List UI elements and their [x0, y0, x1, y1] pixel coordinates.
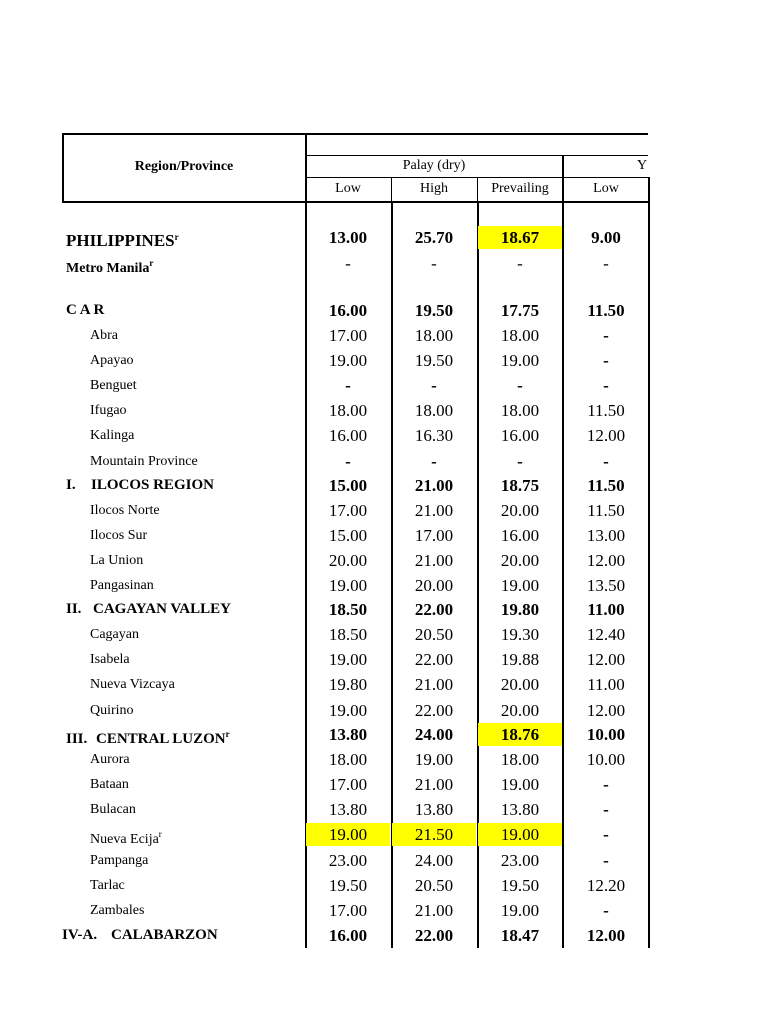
region-number: IV-A.	[62, 927, 98, 943]
high-value: 21.00	[414, 901, 454, 920]
low-value: 15.00	[328, 526, 368, 545]
row-label: Apayao	[90, 353, 134, 368]
low-value: 19.00	[328, 576, 368, 595]
table-row-philippines	[0, 225, 768, 250]
prevailing-value: 18.00	[500, 326, 540, 345]
low-value: 16.00	[328, 426, 368, 445]
low-value: -	[345, 452, 351, 471]
low2-value: -	[603, 901, 609, 920]
low2-value: -	[603, 326, 609, 345]
header-bottom-border	[62, 201, 648, 203]
low2-value: 12.20	[586, 876, 626, 895]
low2-value: -	[603, 351, 609, 370]
high-value: -	[431, 376, 437, 395]
row-label: Aurora	[90, 752, 130, 767]
row-label: Bataan	[90, 777, 129, 792]
region-number: II.	[66, 601, 82, 617]
row-label: Pangasinan	[90, 578, 154, 593]
low-value: 19.50	[328, 876, 368, 895]
low-value: -	[345, 376, 351, 395]
table-row-abra	[0, 323, 768, 348]
low2-value: 10.00	[586, 725, 626, 744]
high-value: 21.00	[414, 675, 454, 694]
row-label	[66, 722, 230, 747]
table-row-benguet	[0, 373, 768, 398]
prevailing-value: 19.50	[500, 876, 540, 895]
prevailing-value: 19.00	[500, 901, 540, 920]
row-label: C A R	[66, 302, 105, 318]
prevailing-value: 13.80	[500, 800, 540, 819]
row-label: Nueva Vizcaya	[90, 677, 175, 692]
table-row-car	[0, 298, 768, 323]
row-label	[66, 225, 179, 250]
region-column-header: Region/Province	[134, 159, 234, 174]
high-value: 19.50	[414, 351, 454, 370]
low2-value: 11.50	[587, 476, 625, 495]
low-value: 19.00	[306, 823, 390, 846]
high-column-header: High	[420, 181, 448, 196]
low-value: 17.00	[328, 501, 368, 520]
row-label: Ilocos Norte	[90, 503, 160, 518]
palay-dry-group-header: Palay (dry)	[402, 158, 466, 173]
row-label: Mountain Province	[90, 454, 198, 469]
prevailing-value: -	[517, 452, 523, 471]
high-value: 21.00	[414, 551, 454, 570]
low-value: 16.00	[328, 301, 368, 320]
table-row-kalinga	[0, 423, 768, 448]
table-row-bulacan	[0, 797, 768, 822]
low-value: 17.00	[328, 901, 368, 920]
table-row-metro-manila	[0, 251, 768, 276]
table-row-central-luzon	[0, 722, 768, 747]
low2-value: -	[603, 825, 609, 844]
low2-value: 10.00	[586, 750, 626, 769]
prevailing-value: 18.75	[500, 476, 540, 495]
prevailing-value: 18.00	[500, 401, 540, 420]
low2-value: 11.50	[587, 501, 625, 520]
high-value: 24.00	[414, 851, 454, 870]
low-value: 19.00	[328, 351, 368, 370]
revised-marker: r	[158, 829, 162, 839]
row-label: Bulacan	[90, 802, 136, 817]
prevailing-value: 16.00	[500, 426, 540, 445]
high-value: 22.00	[414, 650, 454, 669]
low-value: 13.80	[328, 800, 368, 819]
prevailing-value: 20.00	[500, 551, 540, 570]
group-header-border	[306, 155, 648, 156]
low-value: 23.00	[328, 851, 368, 870]
table-row-cagayan-valley	[0, 597, 768, 622]
table-row-tarlac	[0, 873, 768, 898]
prevailing-value: 18.00	[500, 750, 540, 769]
prevailing-value: 19.00	[478, 823, 562, 846]
high-value: 20.50	[414, 876, 454, 895]
high-value: 18.00	[414, 326, 454, 345]
low-value: 18.00	[328, 750, 368, 769]
row-label: Abra	[90, 328, 118, 343]
low2-value: 12.00	[586, 650, 626, 669]
table-row-nueva-ecija	[0, 822, 768, 847]
row-label-text: Metro Manila	[66, 261, 150, 276]
row-label: Cagayan	[90, 627, 139, 642]
table-row-apayao	[0, 348, 768, 373]
low2-value: 12.00	[586, 701, 626, 720]
prevailing-value: 20.00	[500, 675, 540, 694]
low-value: -	[345, 254, 351, 273]
high-value: 21.00	[414, 476, 454, 495]
low2-value: 12.40	[586, 625, 626, 644]
table-row-zambales	[0, 898, 768, 923]
revised-marker: r	[149, 258, 154, 268]
prevailing-value: 20.00	[500, 701, 540, 720]
high-value: -	[431, 254, 437, 273]
high-value: 19.50	[414, 301, 454, 320]
low2-value: 12.00	[586, 926, 626, 945]
low-column-header: Low	[335, 181, 361, 196]
table-row-aurora	[0, 747, 768, 772]
row-label: Kalinga	[90, 428, 135, 443]
prevailing-value: 16.00	[500, 526, 540, 545]
high-value: 21.00	[414, 775, 454, 794]
low2-value: 9.00	[591, 228, 621, 247]
table-row-cagayan	[0, 622, 768, 647]
row-label: La Union	[90, 553, 144, 568]
high-value: 24.00	[414, 725, 454, 744]
high-value: 21.00	[414, 501, 454, 520]
low2-value: 11.00	[587, 600, 625, 619]
prevailing-value: -	[517, 376, 523, 395]
row-label: Quirino	[90, 703, 134, 718]
row-label: Pampanga	[90, 853, 149, 868]
low-value: 15.00	[328, 476, 368, 495]
high-value: 20.50	[414, 625, 454, 644]
prevailing-value: 20.00	[500, 501, 540, 520]
table-row-mountain-province	[0, 449, 768, 474]
table-top-border	[62, 133, 648, 135]
prevailing-value: 17.75	[500, 301, 540, 320]
table-row-isabela	[0, 647, 768, 672]
prevailing-column-header: Prevailing	[491, 181, 549, 196]
prevailing-value: 23.00	[500, 851, 540, 870]
low2-value: 12.00	[586, 551, 626, 570]
table-row-la-union	[0, 548, 768, 573]
low2-column-header: Low	[593, 181, 619, 196]
row-label: Zambales	[90, 903, 145, 918]
high-value: 16.30	[414, 426, 454, 445]
low-value: 13.80	[328, 725, 368, 744]
low2-value: -	[603, 851, 609, 870]
row-label-text: Nueva Ecija	[90, 832, 159, 847]
prevailing-value: -	[517, 254, 523, 273]
low-value: 17.00	[328, 775, 368, 794]
high-value: 13.80	[414, 800, 454, 819]
table-row-ilocos-norte	[0, 498, 768, 523]
region-number: III.	[66, 731, 88, 747]
prevailing-value: 18.67	[478, 226, 562, 249]
row-label	[90, 822, 162, 847]
low-value: 17.00	[328, 326, 368, 345]
low-value: 16.00	[328, 926, 368, 945]
low-value: 19.00	[328, 701, 368, 720]
high-value: 22.00	[414, 600, 454, 619]
revised-marker: r	[225, 729, 230, 739]
low2-value: 11.50	[587, 401, 625, 420]
low2-value: -	[603, 452, 609, 471]
high-value: 17.00	[414, 526, 454, 545]
low2-value: -	[603, 254, 609, 273]
low2-value: 11.00	[587, 675, 625, 694]
row-label-text: ILOCOS REGION	[91, 477, 214, 493]
low2-value: 13.00	[586, 526, 626, 545]
low-value: 13.00	[328, 228, 368, 247]
table-row-quirino	[0, 698, 768, 723]
table-row-pampanga	[0, 848, 768, 873]
table-row-ifugao	[0, 398, 768, 423]
revised-marker: r	[174, 232, 179, 242]
row-label-text: CALABARZON	[111, 927, 218, 943]
high-value: 19.00	[414, 750, 454, 769]
table-row-ilocos-sur	[0, 523, 768, 548]
low-value: 19.80	[328, 675, 368, 694]
table-row-bataan	[0, 772, 768, 797]
table-row-pangasinan	[0, 573, 768, 598]
row-label: Tarlac	[90, 878, 125, 893]
low-value: 18.50	[328, 600, 368, 619]
row-label-text: PHILIPPINES	[66, 231, 175, 250]
prevailing-value: 19.30	[500, 625, 540, 644]
low2-value: -	[603, 800, 609, 819]
row-label: Benguet	[90, 378, 137, 393]
low2-value: 13.50	[586, 576, 626, 595]
low-value: 18.00	[328, 401, 368, 420]
prevailing-value: 18.76	[478, 723, 562, 746]
prevailing-value: 19.00	[500, 775, 540, 794]
high-value: -	[431, 452, 437, 471]
low-value: 19.00	[328, 650, 368, 669]
low-value: 20.00	[328, 551, 368, 570]
high-value: 20.00	[414, 576, 454, 595]
prevailing-value: 19.00	[500, 576, 540, 595]
row-label: Ifugao	[90, 403, 127, 418]
second-group-header: Y	[637, 158, 648, 173]
low2-value: 11.50	[587, 301, 625, 320]
low2-value: -	[603, 775, 609, 794]
row-label	[62, 923, 218, 948]
row-label	[66, 473, 214, 498]
row-label-text: CAGAYAN VALLEY	[93, 601, 231, 617]
prevailing-value: 19.88	[500, 650, 540, 669]
prevailing-value: 18.47	[500, 926, 540, 945]
low2-value: 12.00	[586, 426, 626, 445]
low-value: 18.50	[328, 625, 368, 644]
row-label: Isabela	[90, 652, 130, 667]
table-row-calabarzon	[0, 923, 768, 948]
table-row-ilocos-region	[0, 473, 768, 498]
table-row-nueva-vizcaya	[0, 672, 768, 697]
row-label	[66, 597, 231, 622]
high-value: 25.70	[414, 228, 454, 247]
low2-value: -	[603, 376, 609, 395]
row-label: Ilocos Sur	[90, 528, 148, 543]
high-value: 21.50	[392, 823, 476, 846]
region-number: I.	[66, 477, 76, 493]
row-label-text: CENTRAL LUZON	[96, 731, 226, 747]
high-value: 22.00	[414, 926, 454, 945]
row-label	[66, 251, 153, 276]
prevailing-value: 19.80	[500, 600, 540, 619]
high-value: 18.00	[414, 401, 454, 420]
prevailing-value: 19.00	[500, 351, 540, 370]
high-value: 22.00	[414, 701, 454, 720]
